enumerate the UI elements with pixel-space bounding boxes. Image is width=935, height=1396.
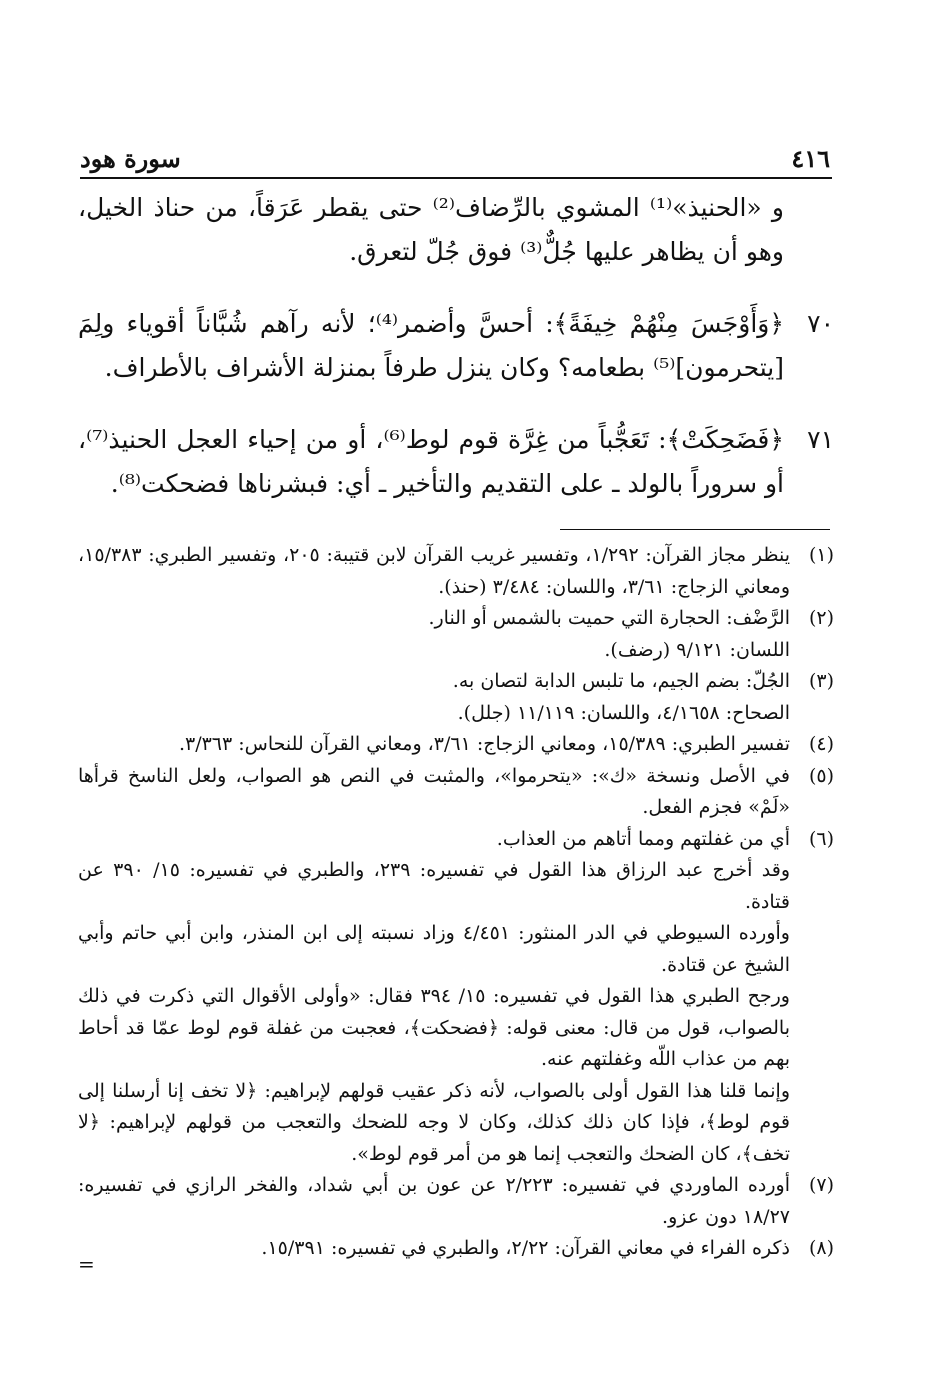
verse-number: ٧٠	[807, 309, 834, 338]
footnote-number: (٢)	[808, 607, 834, 629]
footnote-number: (٥)	[808, 764, 834, 787]
paragraph-text: ﴿فَضَحِكَتْ﴾: تَعَجُّباً من غِرَّة قوم لوط⁽⁶⁾، أو من إحياء العجل الحنيذ⁽⁷⁾، أو سروراً بالولد ـ على التقديم والتأخير ـ أي: فبشرناها فضحكت⁽⁸⁾.	[78, 425, 784, 498]
page-header	[80, 138, 830, 178]
paragraph	[78, 302, 834, 390]
paragraph-text: و «الحنيذ»⁽¹⁾ المشوي بالرِّضاف⁽²⁾ حتى يقطر عَرَقاً، من حناذ الخيل، وهو أن يظاهر عليها جُلٌّ⁽³⁾ فوق جُلّ لتعرق.	[78, 193, 784, 266]
main-text	[78, 186, 834, 506]
footnote	[78, 729, 834, 761]
footnote-text: ورجح الطبري هذا القول في تفسيره: ١٥/ ٣٩٤ فقال: «وأولى الأقوال التي ذكرت في ذلك بالصواب، قول من قال: معنى قوله: ﴿فضحكت﴾، فعجبت من غفلة قوم لوط عمّا قد أحاط بهم من عذاب اللّه وغفلتهم عنه.	[78, 985, 790, 1070]
footnote-text: في الأصل ونسخة «ك»: «يتحرموا»، والمثبت في النص هو الصواب، ولعل الناسخ قرأها «لَمْ» فجزم الفعل.	[78, 764, 790, 818]
footnote-number: (٧)	[808, 1174, 834, 1196]
footnote-text: أورده الماوردي في تفسيره: ٢/٢٢٣ عن عون بن أبي شداد، والفخر الرازي في تفسيره: ١٨/٢٧ دون عزو.	[78, 1174, 790, 1228]
footnote-text: الجُلّ: بضم الجيم، ما تلبس الدابة لتصان به.	[452, 670, 790, 692]
footnote-number: (٣)	[808, 670, 834, 692]
continuation-mark: =	[78, 1252, 95, 1276]
footnote	[78, 540, 834, 603]
footnote	[78, 603, 834, 666]
footnote	[78, 666, 834, 729]
footnote-source: اللسان: ٩/١٢١ (رضف).	[604, 638, 790, 661]
footnote-text: ذكره الفراء في معاني القرآن: ٢/٢٢، والطبري في تفسيره: ١٥/٣٩١.	[261, 1237, 790, 1259]
footnote-text: تفسير الطبري: ١٥/٣٨٩، ومعاني الزجاج: ٣/٦١، ومعاني القرآن للنحاس: ٣/٣٦٣.	[178, 733, 790, 755]
page-number: ٤١٦	[791, 144, 830, 173]
footnote	[78, 824, 834, 1171]
footnotes	[78, 540, 834, 1265]
footnote-text: وقد أخرج عبد الرزاق هذا القول في تفسيره: ٢٣٩، والطبري في تفسيره: ١٥/ ٣٩٠ عن قتادة.	[78, 859, 790, 913]
footnote-number: (٤)	[808, 733, 834, 755]
footnote-number: (٦)	[808, 827, 834, 850]
paragraph	[78, 186, 834, 274]
footnote-divider	[560, 529, 830, 530]
footnote-text: أي من غفلتهم ومما أتاهم من العذاب.	[496, 827, 790, 850]
paragraph	[78, 418, 834, 506]
verse-number: ٧١	[807, 425, 834, 454]
footnote-number: (٨)	[808, 1237, 834, 1259]
footnote-text: ينظر مجاز القرآن: ١/٢٩٢، وتفسير غريب القرآن لابن قتيبة: ٢٠٥، وتفسير الطبري: ١٥/٣٨٣، ومعاني الزجاج: ٣/٦١، واللسان: ٣/٤٨٤ (حنذ).	[78, 544, 791, 598]
footnote-text: الرَّضْف: الحجارة التي حميت بالشمس أو النار.	[428, 607, 790, 629]
surah-title: سورة هود	[80, 144, 181, 173]
footnote-text: وإنما قلنا هذا القول أولى بالصواب، لأنه ذكر عقيب قولهم لإبراهيم: ﴿لا تخف إنا أرسلنا إلى قوم لوط﴾، فإذا كان ذلك كذلك، وكان لا وجه للضحك والتعجب من قولهم لإبراهيم: ﴿لا تخف﴾، كان الضحك والتعجب إنما هو من أمر قوم لوط».	[78, 1079, 790, 1165]
footnote	[78, 761, 834, 824]
footnote-number: (١)	[808, 544, 834, 566]
header-divider	[80, 177, 832, 179]
paragraph-text: ﴿وَأَوْجَسَ مِنْهُمْ خِيفَةً﴾: أحسَّ وأضمر⁽⁴⁾؛ لأنه رآهم شُبَّاناً أقوياء ولِمَ [يتحرمون]⁽⁵⁾ بطعامه؟ وكان ينزل طرفاً بمنزلة الأشراف بالأطراف.	[78, 309, 784, 382]
footnote	[78, 1170, 834, 1233]
footnote-text: وأورده السيوطي في الدر المنثور: ٤/٤٥١ وزاد نسبته إلى ابن المنذر، وابن أبي حاتم وأبي الشيخ عن قتادة.	[78, 922, 790, 976]
footnote-source: الصحاح: ٤/١٦٥٨، واللسان: ١١/١١٩ (جلل).	[457, 701, 790, 724]
footnote	[78, 1233, 834, 1265]
